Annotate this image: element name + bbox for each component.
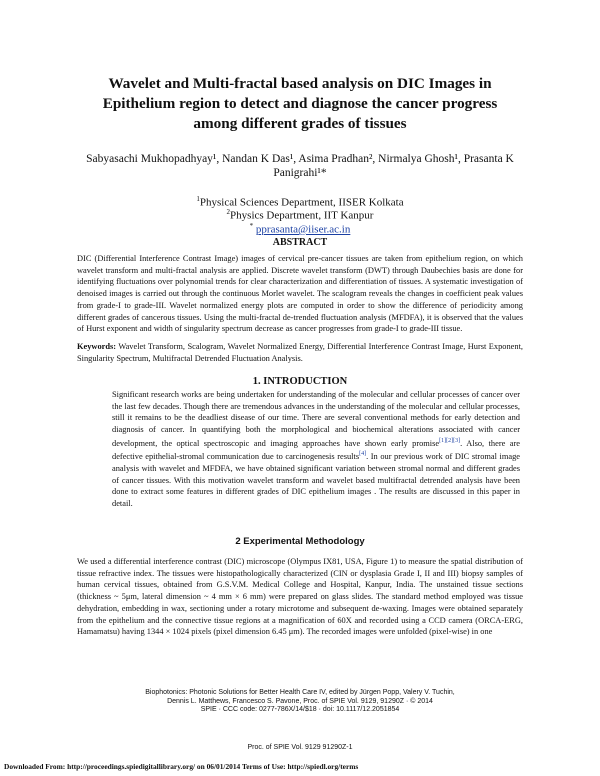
footer-line-3: SPIE · CCC code: 0277-786X/14/$18 · doi: 10.1117/12.2051854 (200, 706, 400, 714)
section-2-heading: 2 Experimental Methodology (235, 536, 365, 547)
paper-title: Wavelet and Multi-fractal based analysis on DIC Images in Epithelium region to detect and diagnose the cancer progress among different grades of tissues (102, 75, 498, 132)
keywords-text: Wavelet Transform, Scalogram, Wavelet Normalized Energy, Differential Interference Contrast Image, Hurst Exponent, Singularity Spectrum, Multifractal Detrended Fluctuation Analysis. (77, 342, 523, 363)
email-link[interactable]: pprasanta@iiser.ac.in (255, 223, 351, 236)
citation-link-2[interactable]: [4] (359, 451, 367, 458)
proc-page-number: Proc. of SPIE Vol. 9129 91290Z-1 (247, 744, 353, 751)
footer-line-1: Biophotonics: Photonic Solutions for Better Health Care IV, edited by Jürgen Popp, Valery V. Tuchin, (145, 689, 455, 696)
affiliation-1-text: Physical Sciences Department, IISER Kolkata (199, 196, 404, 209)
author-list: Sabyasachi Mukhopadhyay¹, Nandan K Das¹, Asima Pradhan², Nirmalya Ghosh¹, Prasanta K Panigrahi¹* (86, 153, 514, 179)
affiliation-2-text: Physics Department, IIT Kanpur (230, 209, 374, 222)
intro-text-part-b: . Also, there are defective epithelial-stromal communication due to carcinogenesis results (112, 438, 520, 462)
intro-text-part-a: Significant research works are being undertaken for understanding of the molecular and cellular processes of cancer over the last few decades. Though there are tremendous advances in the understanding of the molecular and cellular processes, still it remains to be the deadliest disease of our time. There are several conventional methods for early detection and diagnosis of cancer. In quantifying both the morphological and biochemical alterations associated with cancer development, the optical spectroscopic and imaging approaches have shown early promise (112, 390, 520, 448)
introduction-text (112, 389, 520, 510)
affiliation-2-mark: 2 (226, 208, 231, 216)
publication-footer (100, 689, 500, 715)
footer-line-2: Dennis L. Matthews, Francesco S. Pavone, Proc. of SPIE Vol. 9129, 91290Z · © 2014 (167, 697, 433, 705)
keywords-label: Keywords: (77, 342, 117, 351)
section-1-heading: 1. INTRODUCTION (252, 376, 348, 387)
email-mark: * (249, 222, 254, 230)
download-notice: Downloaded From: http://proceedings.spiedigitallibrary.org/ on 06/01/2014 Terms of Use: http://spiedl.org/terms (4, 762, 359, 771)
abstract-text: DIC (Differential Interference Contrast Image) images of cervical pre-cancer tissues are taken from epithelium region, on which wavelet transform and multi-fractal analysis are applied. Discrete wavelet transform (DWT) through Daubechies basis are done for identifying fluctuations over polynomial trends for clear characterization and differentiation of tissues. A systematic investigation of denoised images is carried out through the continuous Morlet wavelet. The scalogram reveals the changes in coefficient peak values from grade-I to grade-III. Wavelet normalized energy plots are computed in order to show the difference of periodicity among different grades of cancerous tissues. Using the multi-fractal de-trended fluctuation analysis (MFDFA), it is observed that the values of Hurst exponent and width of singularity spectrum decrease as cancer progresses from grade-I to grade-III tissue. (77, 254, 523, 334)
corresponding-email (150, 220, 450, 237)
keywords (77, 341, 523, 364)
citation-link-1[interactable]: [1][2][3] (439, 437, 461, 444)
affiliation-1-mark: 1 (196, 195, 200, 203)
methodology-text: We used a differential interference contrast (DIC) microscope (Olympus IX81, USA, Figure 1) to measure the spatial distribution of tissue refractive index. The tissues were histopathologically characterized (CIN or dysplasia Grade I, II and III) biopsy samples of human cervical tissues, obtained from G.S.V.M. Medical College and Hospital, Kanpur, India. The unstained tissue sections (thickness ~ 5μm, lateral dimension ~ 4 mm × 6 mm) were prepared on glass slides. The standard method employed was tissue dehydration, embedding in wax, sectioning under a rotary microtome and subsequent de-waxing. Images were obtained separately from the epithelium and the connective tissue regions at a magnification of 60X and recorded using a CCD camera (ORCA-ERG, Hamamatsu) having 1344 × 1024 pixels (pixel dimension 6.45 μm). The recorded images were unfolded (pixel-wise) in one (77, 557, 523, 637)
intro-text-part-c: . In our previous work of DIC stromal image analysis with wavelet and MFDFA, we have obtained significant variation between stromal normal and different grades of cancer tissues. With this motivation wavelet transform and wavelet based multifractal detrended analysis have been done to extract some features in different grades of DIC epithelium images . The results are discussed in this paper in detail. (112, 452, 520, 508)
abstract-heading: ABSTRACT (272, 237, 328, 248)
